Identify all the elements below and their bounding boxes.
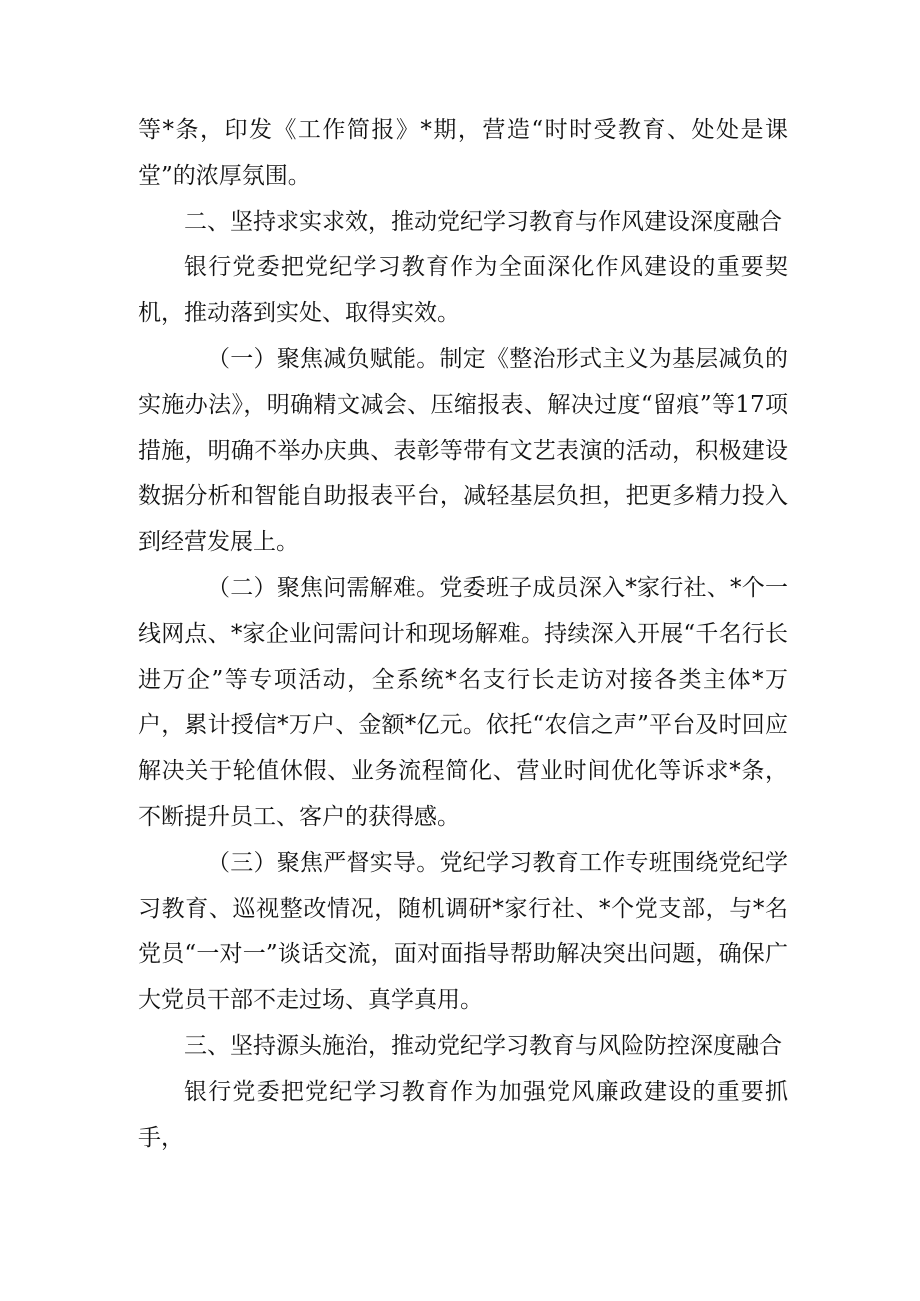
paragraph-item-1: （一）聚焦减负赋能。制定《整治形式主义为基层减负的实施办法》，明确精文减会、压缩报表、解决过度“留痕”等17项措施，明确不举办庆典、表彰等带有文艺表演的活动，积极建设数据分析和智能自助报表平台，减轻基层负担，把更多精力投入到经营发展上。: [138, 345, 788, 556]
paragraph-continuation: 等*条，印发《工作简报》*期，营造“时时受教育、处处是课堂”的浓厚氛围。: [138, 117, 788, 189]
document-body: [138, 108, 788, 1161]
paragraph-item-3: （三）聚焦严督实导。党纪学习教育工作专班围绕党纪学习教育、巡视整改情况，随机调研*家行社、*个党支部，与*名党员“一对一”谈话交流，面对面指导帮助解决突出问题，确保广大党员干部不走过场、真学真用。: [138, 849, 788, 1014]
paragraph-item-2: （二）聚焦问需解难。党委班子成员深入*家行社、*个一线网点、*家企业问需问计和现场解难。持续深入开展“千名行长进万企”等专项活动，全系统*名支行长走访对接各类主体*万户，累计授信*万户、金额*亿元。依托“农信之声”平台及时回应解决关于轮值休假、业务流程简化、营业时间优化等诉求*条，不断提升员工、客户的获得感。: [138, 574, 788, 830]
section-heading-3: 三、坚持源头施治，推动党纪学习教育与风险防控深度融合: [184, 1032, 782, 1059]
paragraph-section-2-intro: 银行党委把党纪学习教育作为全面深化作风建设的重要契机，推动落到实处、取得实效。: [138, 254, 788, 327]
section-heading-2: 二、坚持求实求效，推动党纪学习教育与作风建设深度融合: [184, 208, 782, 235]
paragraph-section-3-intro: 银行党委把党纪学习教育作为加强党风廉政建设的重要抓手，: [138, 1078, 788, 1151]
